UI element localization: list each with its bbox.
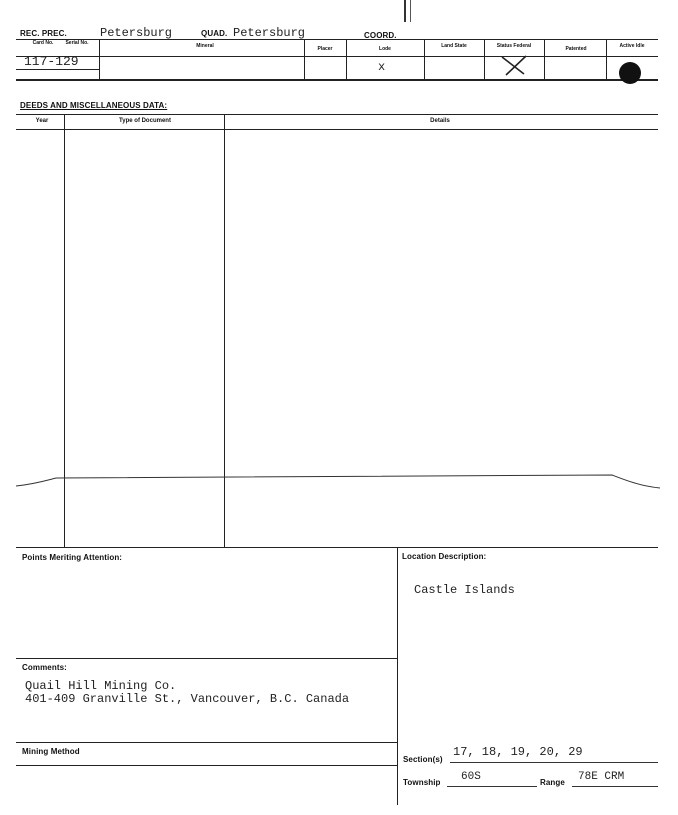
deeds-header-rule: [16, 129, 658, 130]
deeds-title: DEEDS AND MISCELLANEOUS DATA:: [20, 101, 168, 110]
sections-label: Section(s): [403, 755, 443, 764]
col-divider: [346, 39, 347, 79]
table-header-rule: [16, 56, 658, 57]
range-label: Range: [540, 778, 565, 787]
table-top-rule: [16, 39, 658, 40]
coord-label: COORD.: [364, 31, 397, 40]
col-divider: [424, 39, 425, 79]
header-serial-no: Serial No.: [65, 40, 89, 46]
rec-prec-value: Petersburg: [100, 26, 173, 40]
comments-top-rule: [16, 658, 397, 659]
lower-col-divider: [397, 547, 398, 805]
col-divider: [484, 39, 485, 79]
lower-top-rule: [16, 547, 658, 548]
table-bottom-rule: [16, 79, 658, 81]
mining-method-label: Mining Method: [22, 747, 80, 756]
header-land-state: Land State: [441, 43, 467, 49]
comments-line-1: Quail Hill Mining Co.: [25, 679, 177, 693]
header-placer: Placer: [317, 46, 333, 52]
col-divider: [544, 39, 545, 79]
active-dot-icon: [619, 62, 641, 84]
location-value: Castle Islands: [414, 583, 515, 597]
col-year: Year: [35, 118, 49, 124]
col-divider: [99, 39, 100, 79]
cross-mark-icon: [496, 54, 532, 76]
range-underline: [572, 786, 658, 787]
range-value: 78E CRM: [578, 771, 625, 783]
quad-label: QUAD.: [201, 29, 228, 38]
mining-top-rule: [16, 742, 397, 743]
header-status-federal: Status Federal: [496, 43, 532, 49]
quad-value: Petersburg: [233, 26, 306, 40]
claim-number: 117-129: [24, 54, 79, 69]
comments-line-2: 401-409 Granville St., Vancouver, B.C. Canada: [25, 692, 350, 706]
fold-crease: [0, 470, 678, 500]
location-label: Location Description:: [402, 552, 487, 561]
deeds-top-rule: [16, 114, 658, 115]
comments-label: Comments:: [22, 663, 67, 672]
col-divider: [304, 39, 305, 79]
lode-mark: x: [378, 60, 386, 74]
header-card-no: Card No.: [32, 40, 54, 46]
township-underline: [447, 786, 537, 787]
rec-prec-label: REC. PREC.: [20, 29, 67, 38]
points-label: Points Meriting Attention:: [22, 553, 123, 562]
header-active-idle: Active Idle: [619, 43, 645, 49]
header-mineral: Mineral: [196, 43, 214, 49]
township-value: 60S: [461, 771, 481, 783]
sections-value: 17, 18, 19, 20, 29: [453, 745, 583, 759]
col-type: Type of Document: [119, 118, 171, 124]
col-details: Details: [430, 118, 450, 124]
sections-underline: [450, 762, 658, 763]
claim-number-rule: [16, 69, 99, 70]
township-label: Township: [403, 778, 441, 787]
col-divider: [606, 39, 607, 79]
scan-mark: [404, 0, 406, 22]
header-lode: Lode: [379, 46, 391, 52]
header-patented: Patented: [565, 46, 587, 52]
scan-mark: [410, 0, 411, 22]
mining-bottom-rule: [16, 765, 397, 766]
